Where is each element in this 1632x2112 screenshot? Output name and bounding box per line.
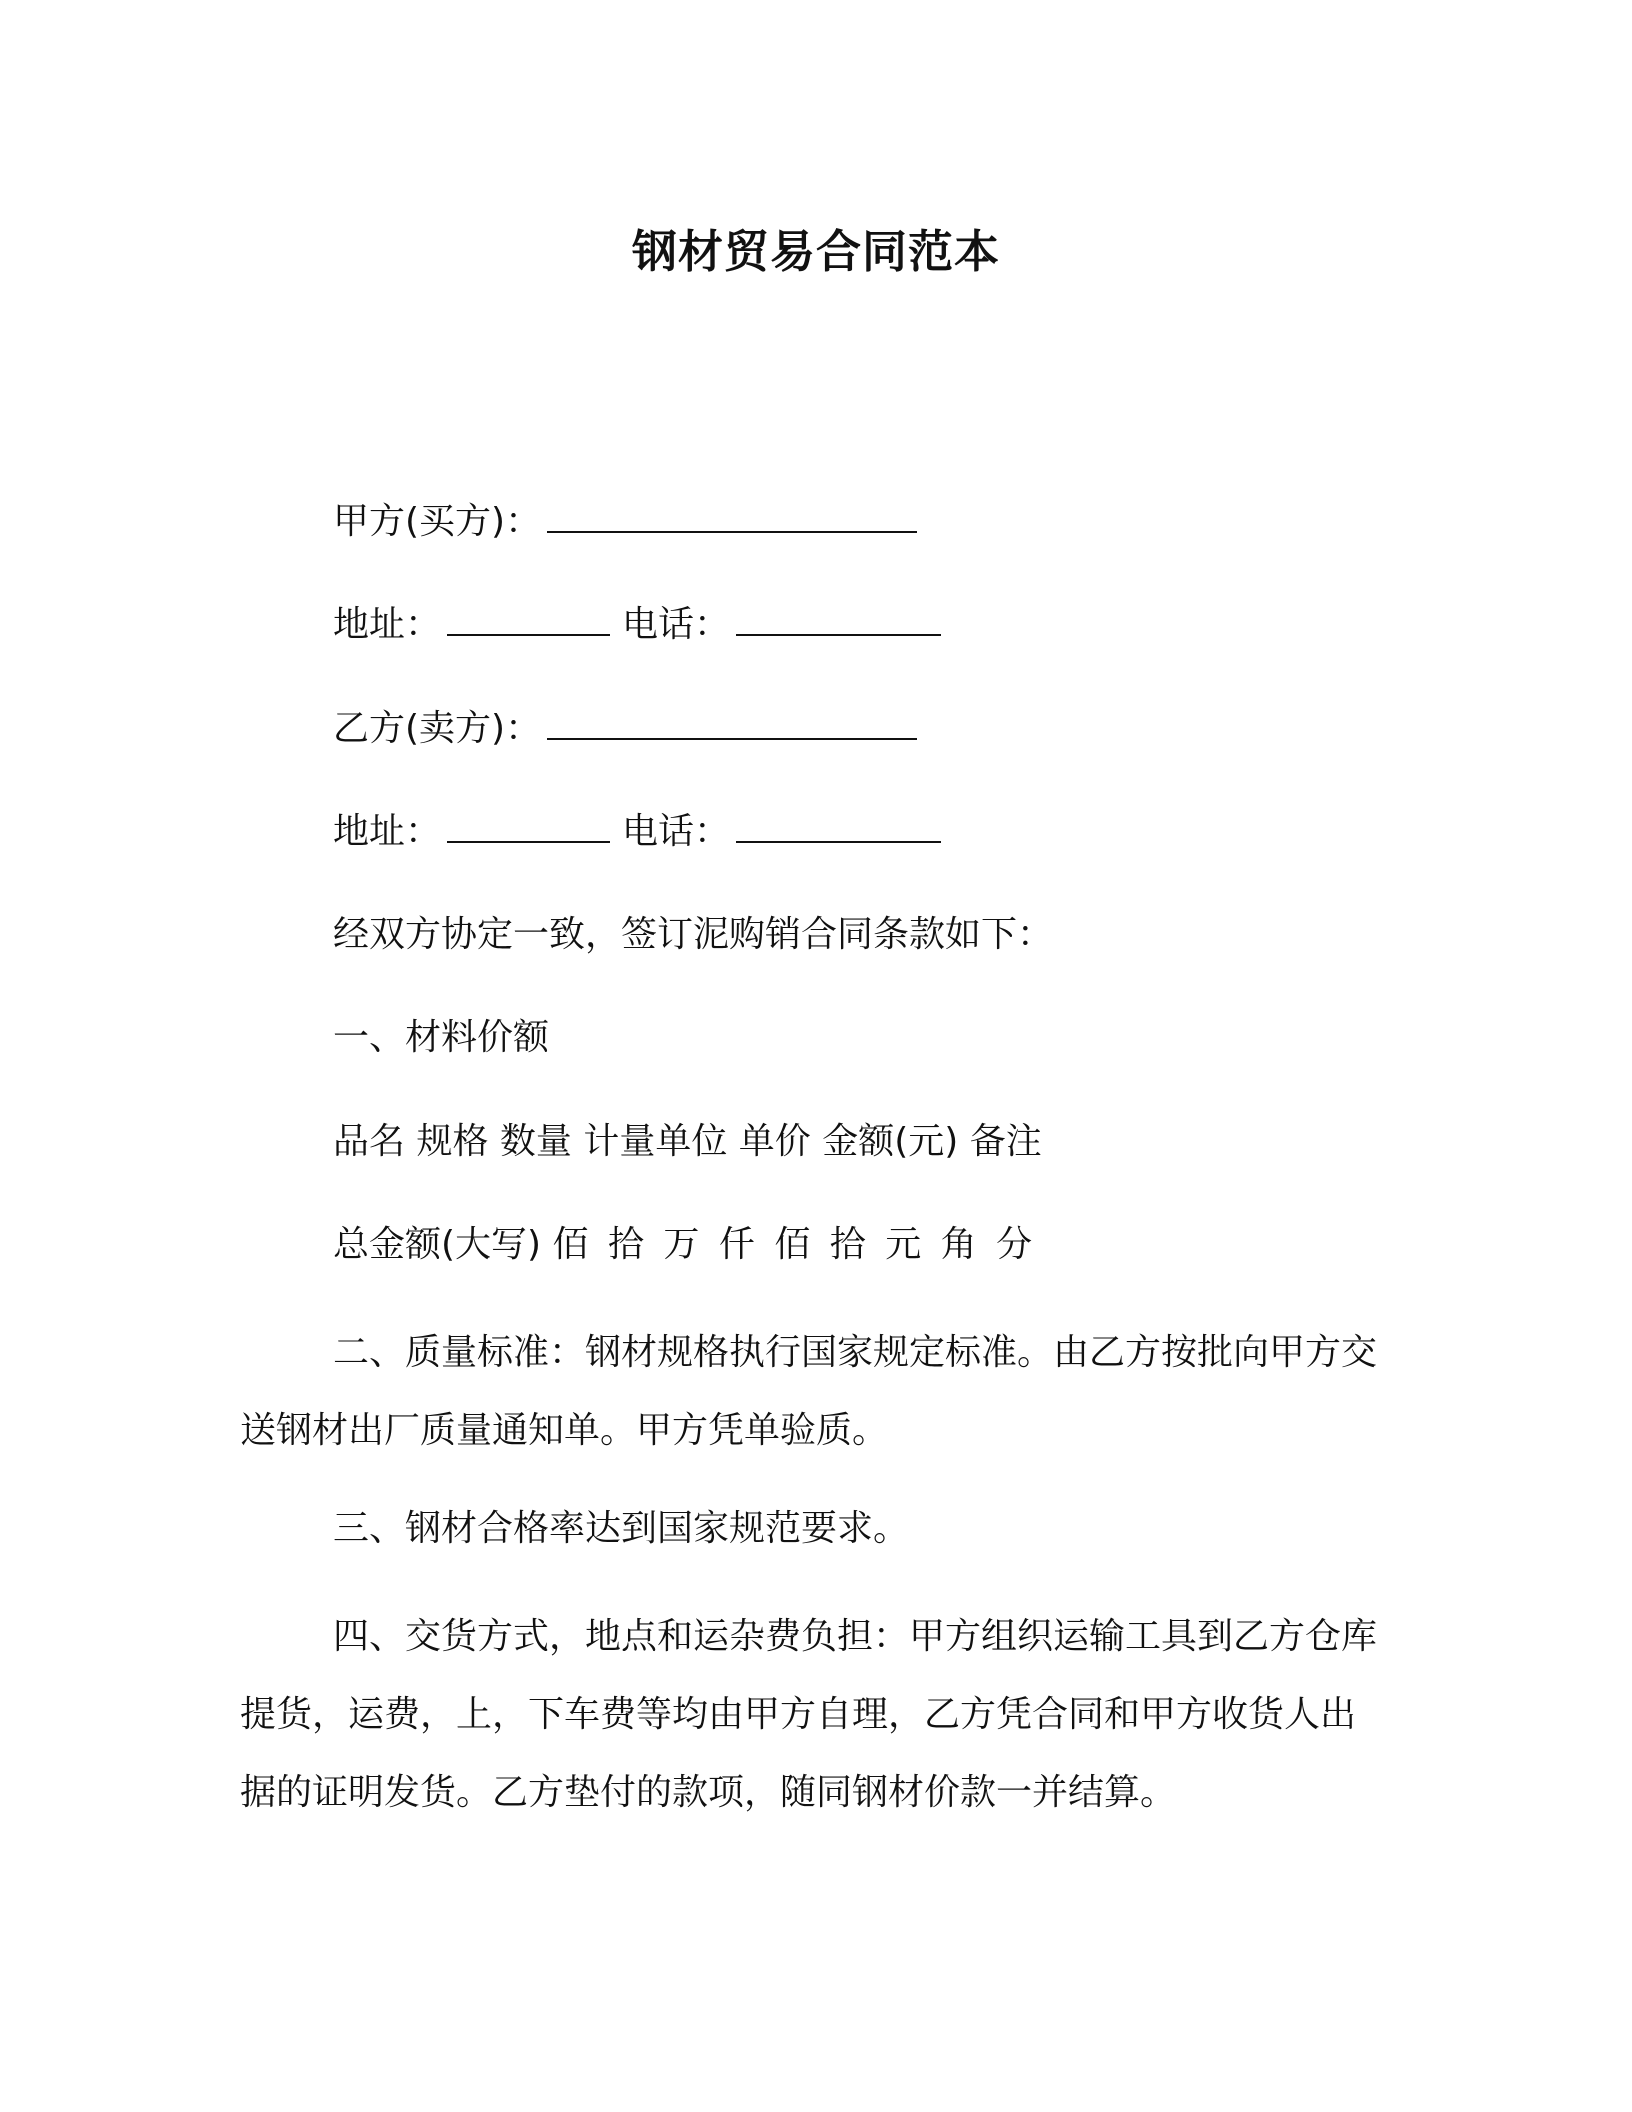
party-a-line — [333, 497, 917, 547]
party-a-phone-label: 电话： — [622, 604, 731, 645]
party-b-address-line — [333, 807, 941, 857]
section4-paragraph: 四、交货方式，地点和运杂费负担：甲方组织运输工具到乙方仓库提货，运费，上，下车费等均由甲方自理，乙方凭合同和甲方收货人出据的证明发货。乙方垫付的款项，随同钢材价款一并结算。 — [240, 1616, 1378, 1813]
party-b-line — [333, 704, 917, 754]
party-b-address-blank[interactable] — [447, 807, 610, 843]
party-a-label: 甲方(买方)： — [333, 501, 542, 542]
party-b-phone-label: 电话： — [622, 811, 731, 852]
party-a-address-label: 地址： — [333, 604, 442, 645]
party-b-label: 乙方(卖方)： — [333, 708, 542, 749]
table-header-line: 品名 规格 数量 计量单位 单价 金额(元) 备注 — [333, 1121, 1042, 1162]
total-units: 佰 拾 万 仟 佰 拾 元 角 分 — [552, 1224, 1037, 1265]
party-a-address-blank[interactable] — [447, 600, 610, 636]
total-amount-line — [333, 1220, 1036, 1270]
document-title: 钢材贸易合同范本 — [631, 225, 1000, 278]
party-b-phone-blank[interactable] — [736, 807, 941, 843]
party-b-blank[interactable] — [547, 704, 917, 740]
party-a-phone-blank[interactable] — [736, 600, 941, 636]
total-label: 总金额(大写) — [333, 1224, 542, 1265]
party-b-address-label: 地址： — [333, 811, 442, 852]
section1-heading: 一、材料价额 — [333, 1017, 550, 1058]
section2-paragraph: 二、质量标准：钢材规格执行国家规定标准。由乙方按批向甲方交送钢材出厂质量通知单。甲方凭单验质。 — [240, 1332, 1378, 1451]
intro-line: 经双方协定一致，签订泥购销合同条款如下： — [333, 914, 1054, 955]
party-a-address-line — [333, 600, 941, 650]
party-a-blank[interactable] — [547, 497, 917, 533]
section3-line: 三、钢材合格率达到国家规范要求。 — [333, 1508, 910, 1549]
